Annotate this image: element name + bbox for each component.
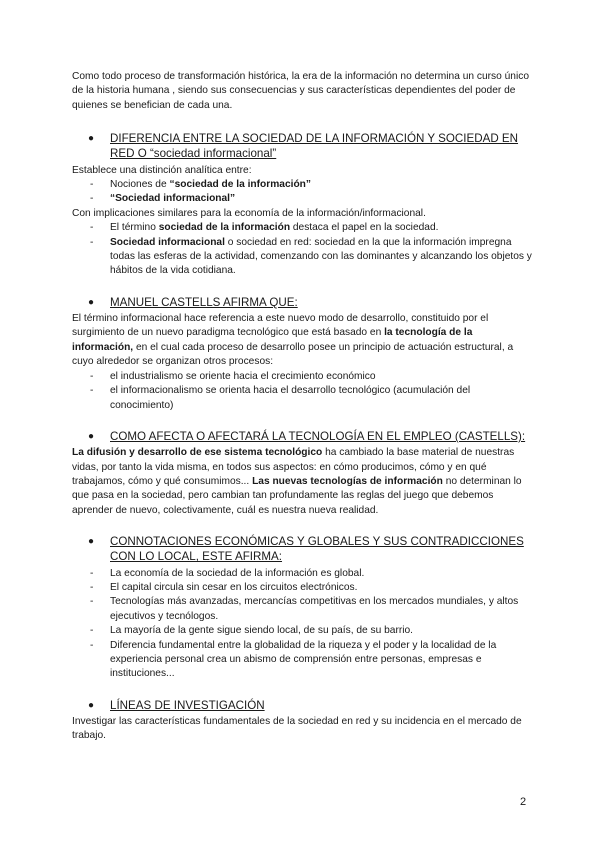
notions-list bbox=[72, 178, 532, 207]
page-number: 2 bbox=[520, 796, 527, 808]
processes-list bbox=[72, 370, 532, 413]
intro-paragraph: Como todo proceso de transformación histórica, la era de la información no determina un curso único de la historia humana , siendo sus consecuencias y sus características dependientes del poder de quienes se benefician de cada una. bbox=[72, 71, 529, 111]
bullet-icon: ● bbox=[88, 430, 95, 442]
section-investigacion bbox=[72, 698, 532, 744]
section-castells bbox=[72, 295, 532, 413]
list-item: - Tecnologías más avanzadas, mercancías competitivas en los mercados mundiales, y altos ejecutivos y tecnólogos. bbox=[90, 596, 519, 622]
section-heading-investigacion: ● LÍNEAS DE INVESTIGACIÓN bbox=[88, 698, 265, 712]
section-heading-empleo: ● COMO AFECTA O AFECTARÁ LA TECNOLOGÍA EN EL EMPLEO (CASTELLS): bbox=[88, 429, 526, 443]
dash-icon: - bbox=[90, 370, 94, 382]
connotations-list bbox=[72, 567, 532, 682]
castells-paragraph: El término informacional hace referencia a este nuevo modo de desarrollo, constituido por el surgimiento de un nuevo paradigma tecnológico que está basado en la tecnología de la información, en el cual cada proceso de desarrollo posee un principio de actuación estructural, a cuyo alrededor se organizan otros procesos: bbox=[72, 313, 514, 368]
list-item: - el informacionalismo se orienta hacia el desarrollo tecnológico (acumulación del conocimiento) bbox=[90, 385, 471, 411]
bullet-icon: ● bbox=[88, 536, 95, 548]
list-item: - El término sociedad de la información destaca el papel en la sociedad. bbox=[72, 221, 532, 235]
dash-icon: - bbox=[90, 625, 94, 637]
terms-list bbox=[72, 221, 532, 279]
bullet-icon: ● bbox=[88, 699, 95, 711]
section-connotaciones bbox=[72, 534, 532, 682]
list-item: - el industrialismo se oriente hacia el crecimiento económico bbox=[72, 370, 532, 384]
dash-icon: - bbox=[90, 193, 94, 205]
dash-icon: - bbox=[90, 179, 94, 191]
section-empleo bbox=[72, 429, 532, 518]
list-item: - La economía de la sociedad de la información es global. bbox=[72, 567, 532, 581]
list-item: - Sociedad informacional o sociedad en red: sociedad en la que la información impregna todas las esferas de la actividad, comenzando con las dominantes y alcanzando los objetos y hábitos de la vida cotidiana. bbox=[90, 236, 532, 277]
dash-icon: - bbox=[90, 581, 94, 593]
dash-icon: - bbox=[90, 567, 94, 579]
section-heading-connotaciones: ● CONNOTACIONES ECONÓMICAS Y GLOBALES Y SUS CONTRADICCIONES CON LO LOCAL, ESTE AFIRMA: bbox=[88, 535, 524, 564]
section-lead-2: Con implicaciones similares para la economía de la información/informacional. bbox=[72, 207, 426, 219]
bullet-icon: ● bbox=[88, 296, 95, 308]
empleo-paragraph: La difusión y desarrollo de ese sistema tecnológico ha cambiado la base material de nuestras vidas, por tanto la vida misma, en todos sus aspectos: en cómo producimos, cómo y en qué trabajamos, cómo y qué consumimos... Las nuevas tecnologías de información no determinan lo que pasa en la sociedad, pero cambian tan profundamente las reglas del juego que debemos aprender de nuevo, colectivamente, cuál es nuestra nueva realidad. bbox=[72, 447, 522, 516]
section-heading-diferencia: ● DIFERENCIA ENTRE LA SOCIEDAD DE LA INFORMACIÓN Y SOCIEDAD EN RED O “sociedad informacional” bbox=[88, 132, 519, 161]
dash-icon: - bbox=[90, 385, 94, 397]
bullet-icon: ● bbox=[88, 133, 95, 145]
section-heading-castells: ● MANUEL CASTELLS AFIRMA QUE: bbox=[88, 295, 298, 309]
document-page bbox=[72, 70, 532, 760]
investigacion-paragraph: Investigar las características fundamentales de la sociedad en red y su incidencia en el mercado de trabajo. bbox=[72, 716, 522, 742]
list-item: - La mayoría de la gente sigue siendo local, de su país, de su barrio. bbox=[72, 624, 532, 638]
list-item: - Nociones de “sociedad de la información” bbox=[72, 178, 532, 192]
section-diferencia bbox=[72, 131, 532, 279]
list-item: - El capital circula sin cesar en los circuitos electrónicos. bbox=[72, 581, 532, 595]
section-lead: Establece una distinción analítica entre: bbox=[72, 164, 252, 176]
dash-icon: - bbox=[90, 639, 94, 651]
list-item: - “Sociedad informacional” bbox=[72, 192, 532, 206]
dash-icon: - bbox=[90, 236, 94, 248]
dash-icon: - bbox=[90, 596, 94, 608]
list-item: - Diferencia fundamental entre la globalidad de la riqueza y el poder y la localidad de la experiencia personal crea un abismo de comprensión entre personas, empresas e instituciones... bbox=[90, 639, 497, 680]
dash-icon: - bbox=[90, 222, 94, 234]
